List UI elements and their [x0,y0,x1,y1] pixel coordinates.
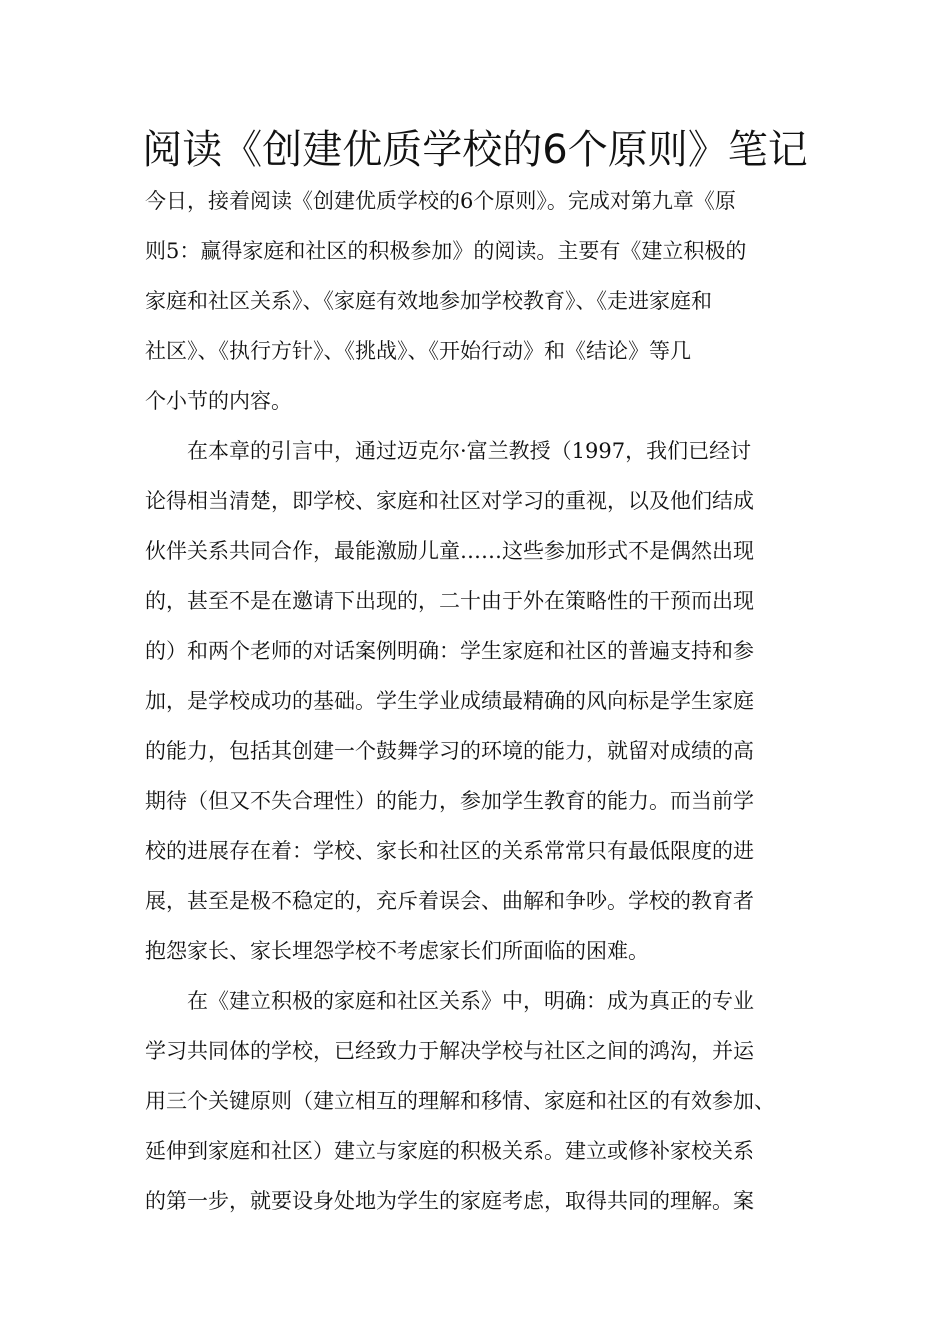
paragraph-3 [145,976,825,1226]
text-line: 的，甚至不是在邀请下出现的，二十由于外在策略性的干预而出现 [145,589,754,613]
text-line: 社区》、《执行方针》、《挑战》、《开始行动》和《结论》等几 [145,339,691,363]
document-body [145,176,825,1226]
text-line: 加，是学校成功的基础。学生学业成绩最精确的风向标是学生家庭 [145,689,754,713]
text-line: 用三个关键原则（建立相互的理解和移情、家庭和社区的有效参加、 [145,1089,775,1113]
text-line: 抱怨家长、家长埋怨学校不考虑家长们所面临的困难。 [145,939,649,963]
text-line: 家庭和社区关系》、《家庭有效地参加学校教育》、《走进家庭和 [145,289,712,313]
paragraph-2 [145,426,825,976]
text-line: 今日，接着阅读《创建优质学校的6个原则》。完成对第九章《原 [145,189,736,213]
text-line: 延伸到家庭和社区）建立与家庭的积极关系。建立或修补家校关系 [145,1139,754,1163]
text-line: 论得相当清楚，即学校、家庭和社区对学习的重视，以及他们结成 [145,489,754,513]
paragraph-1 [145,176,825,426]
text-line: 在《建立积极的家庭和社区关系》中，明确：成为真正的专业 [145,989,754,1013]
text-line: 的第一步，就要设身处地为学生的家庭考虑，取得共同的理解。案 [145,1189,754,1213]
text-line: 的）和两个老师的对话案例明确：学生家庭和社区的普遍支持和参 [145,639,754,663]
text-line: 个小节的内容。 [145,389,292,413]
text-line: 伙伴关系共同合作，最能激励儿童……这些参加形式不是偶然出现 [145,539,754,563]
document-title: 阅读《创建优质学校的6个原则》笔记 [142,127,808,173]
text-line: 的能力，包括其创建一个鼓舞学习的环境的能力，就留对成绩的高 [145,739,754,763]
text-line: 在本章的引言中，通过迈克尔·富兰教授（1997，我们已经讨 [145,439,752,463]
text-line: 学习共同体的学校，已经致力于解决学校与社区之间的鸿沟，并运 [145,1039,754,1063]
text-line: 校的进展存在着：学校、家长和社区的关系常常只有最低限度的进 [145,839,754,863]
text-line: 则5：赢得家庭和社区的积极参加》的阅读。主要有《建立积极的 [145,239,747,263]
text-line: 展，甚至是极不稳定的，充斥着误会、曲解和争吵。学校的教育者 [145,889,754,913]
text-line: 期待（但又不失合理性）的能力，参加学生教育的能力。而当前学 [145,789,754,813]
